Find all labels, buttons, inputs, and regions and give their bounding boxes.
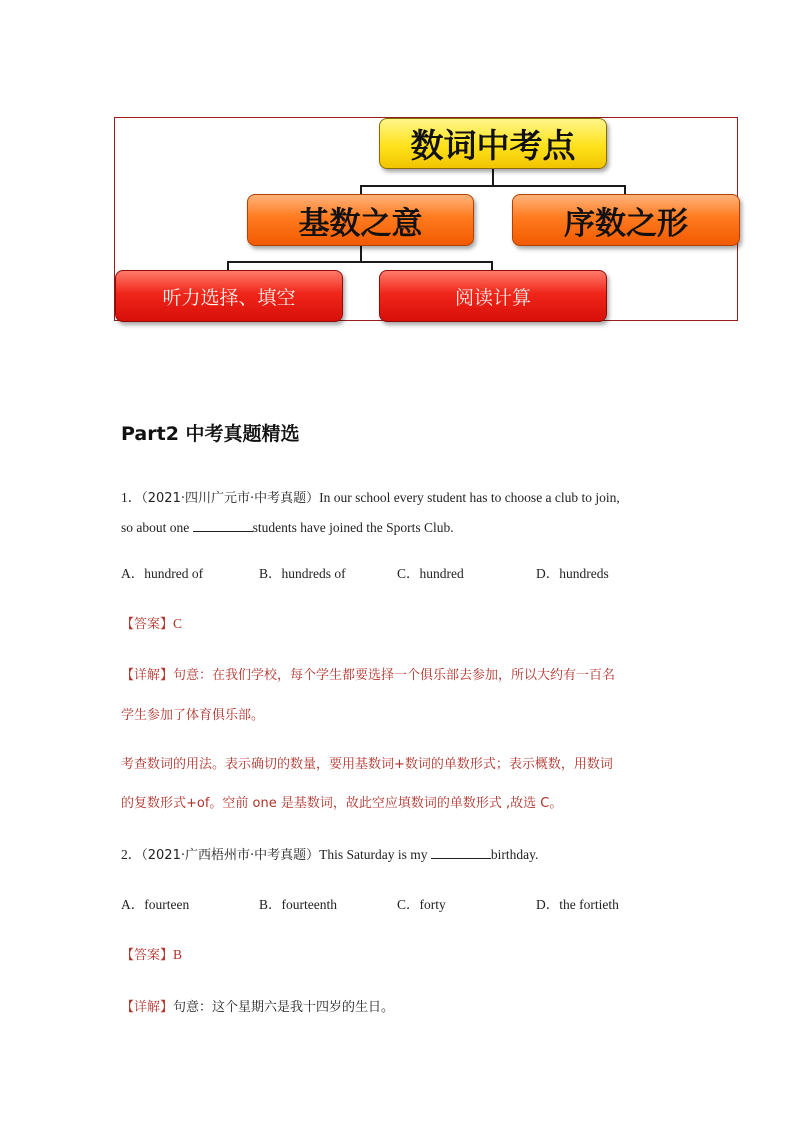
q1-stem-line1: [121, 486, 620, 506]
q1-number: 1．: [121, 490, 142, 505]
mindmap-node-ordinal: 序数之形: [512, 194, 740, 246]
mindmap-diagram: [114, 117, 738, 321]
q2-detail-1: 句意：这个星期六是我十四岁的生日。: [173, 1000, 395, 1015]
q2-blank: [431, 846, 491, 859]
mindmap-leaf-reading: 阅读计算: [379, 270, 607, 322]
q1-answer-value: C: [173, 616, 183, 631]
q1-text-a: In our school every student has to choose a club to join,: [319, 490, 620, 505]
q1-option-d: D．hundreds: [536, 566, 609, 581]
connector-root-down: [492, 169, 494, 186]
connector-level1-bar: [360, 185, 626, 187]
q1-blank: [193, 519, 253, 532]
q2-source: （2021·广西梧州市·中考真题）: [141, 848, 320, 863]
q2-option-a: A．fourteen: [121, 897, 190, 912]
q2-option-c: C．forty: [397, 897, 446, 912]
q2-answer-value: B: [173, 947, 183, 962]
q1-detail-line4: 的复数形式+of。空前 one 是基数词，故此空应填数词的单数形式 ,故选 C。: [121, 796, 563, 811]
connector-card-to-leaves: [360, 246, 362, 262]
q1-option-c: C．hundred: [397, 566, 464, 581]
q1-source: （2021·四川广元市·中考真题）: [141, 491, 320, 506]
q2-option-b: B．fourteenth: [259, 897, 337, 912]
q2-number: 2．: [121, 847, 142, 862]
q1-text-b1: so about one: [121, 520, 193, 535]
q1-answer-label: 【答案】: [121, 617, 174, 632]
q1-text-b2: students have joined the Sports Club.: [252, 520, 454, 535]
q1-detail-line3: 考查数词的用法。表示确切的数量，要用基数词+数词的单数形式；表示概数，用数词: [121, 757, 613, 772]
q1-detail-1: 句意：在我们学校，每个学生都要选择一个俱乐部去参加，所以大约有一百名: [173, 668, 616, 683]
q1-detail-line2: 学生参加了体育俱乐部。: [121, 708, 265, 723]
mindmap-node-cardinal: 基数之意: [247, 194, 474, 246]
connector-level2-bar: [227, 261, 493, 263]
q1-option-b: B．hundreds of: [259, 566, 346, 581]
q1-detail-label: 【详解】: [121, 668, 174, 683]
q1-detail-line1: [121, 664, 615, 683]
q2-detail-line1: [121, 996, 394, 1015]
q2-text-a: This Saturday is my: [319, 847, 431, 862]
q1-stem-line2: [121, 519, 454, 536]
mindmap-root-node: 数词中考点: [379, 118, 607, 169]
mindmap-leaf-listening: 听力选择、填空: [115, 270, 343, 322]
q2-detail-label: 【详解】: [121, 1000, 174, 1015]
q2-stem: [121, 843, 538, 863]
section-title: Part2 中考真题精选: [121, 423, 300, 445]
q1-answer: [121, 613, 182, 632]
q1-option-a: A．hundred of: [121, 566, 204, 581]
q2-text-b: birthday.: [490, 847, 539, 862]
q2-answer-label: 【答案】: [121, 948, 174, 963]
q2-answer: [121, 944, 182, 963]
q2-option-d: D．the fortieth: [536, 897, 619, 912]
